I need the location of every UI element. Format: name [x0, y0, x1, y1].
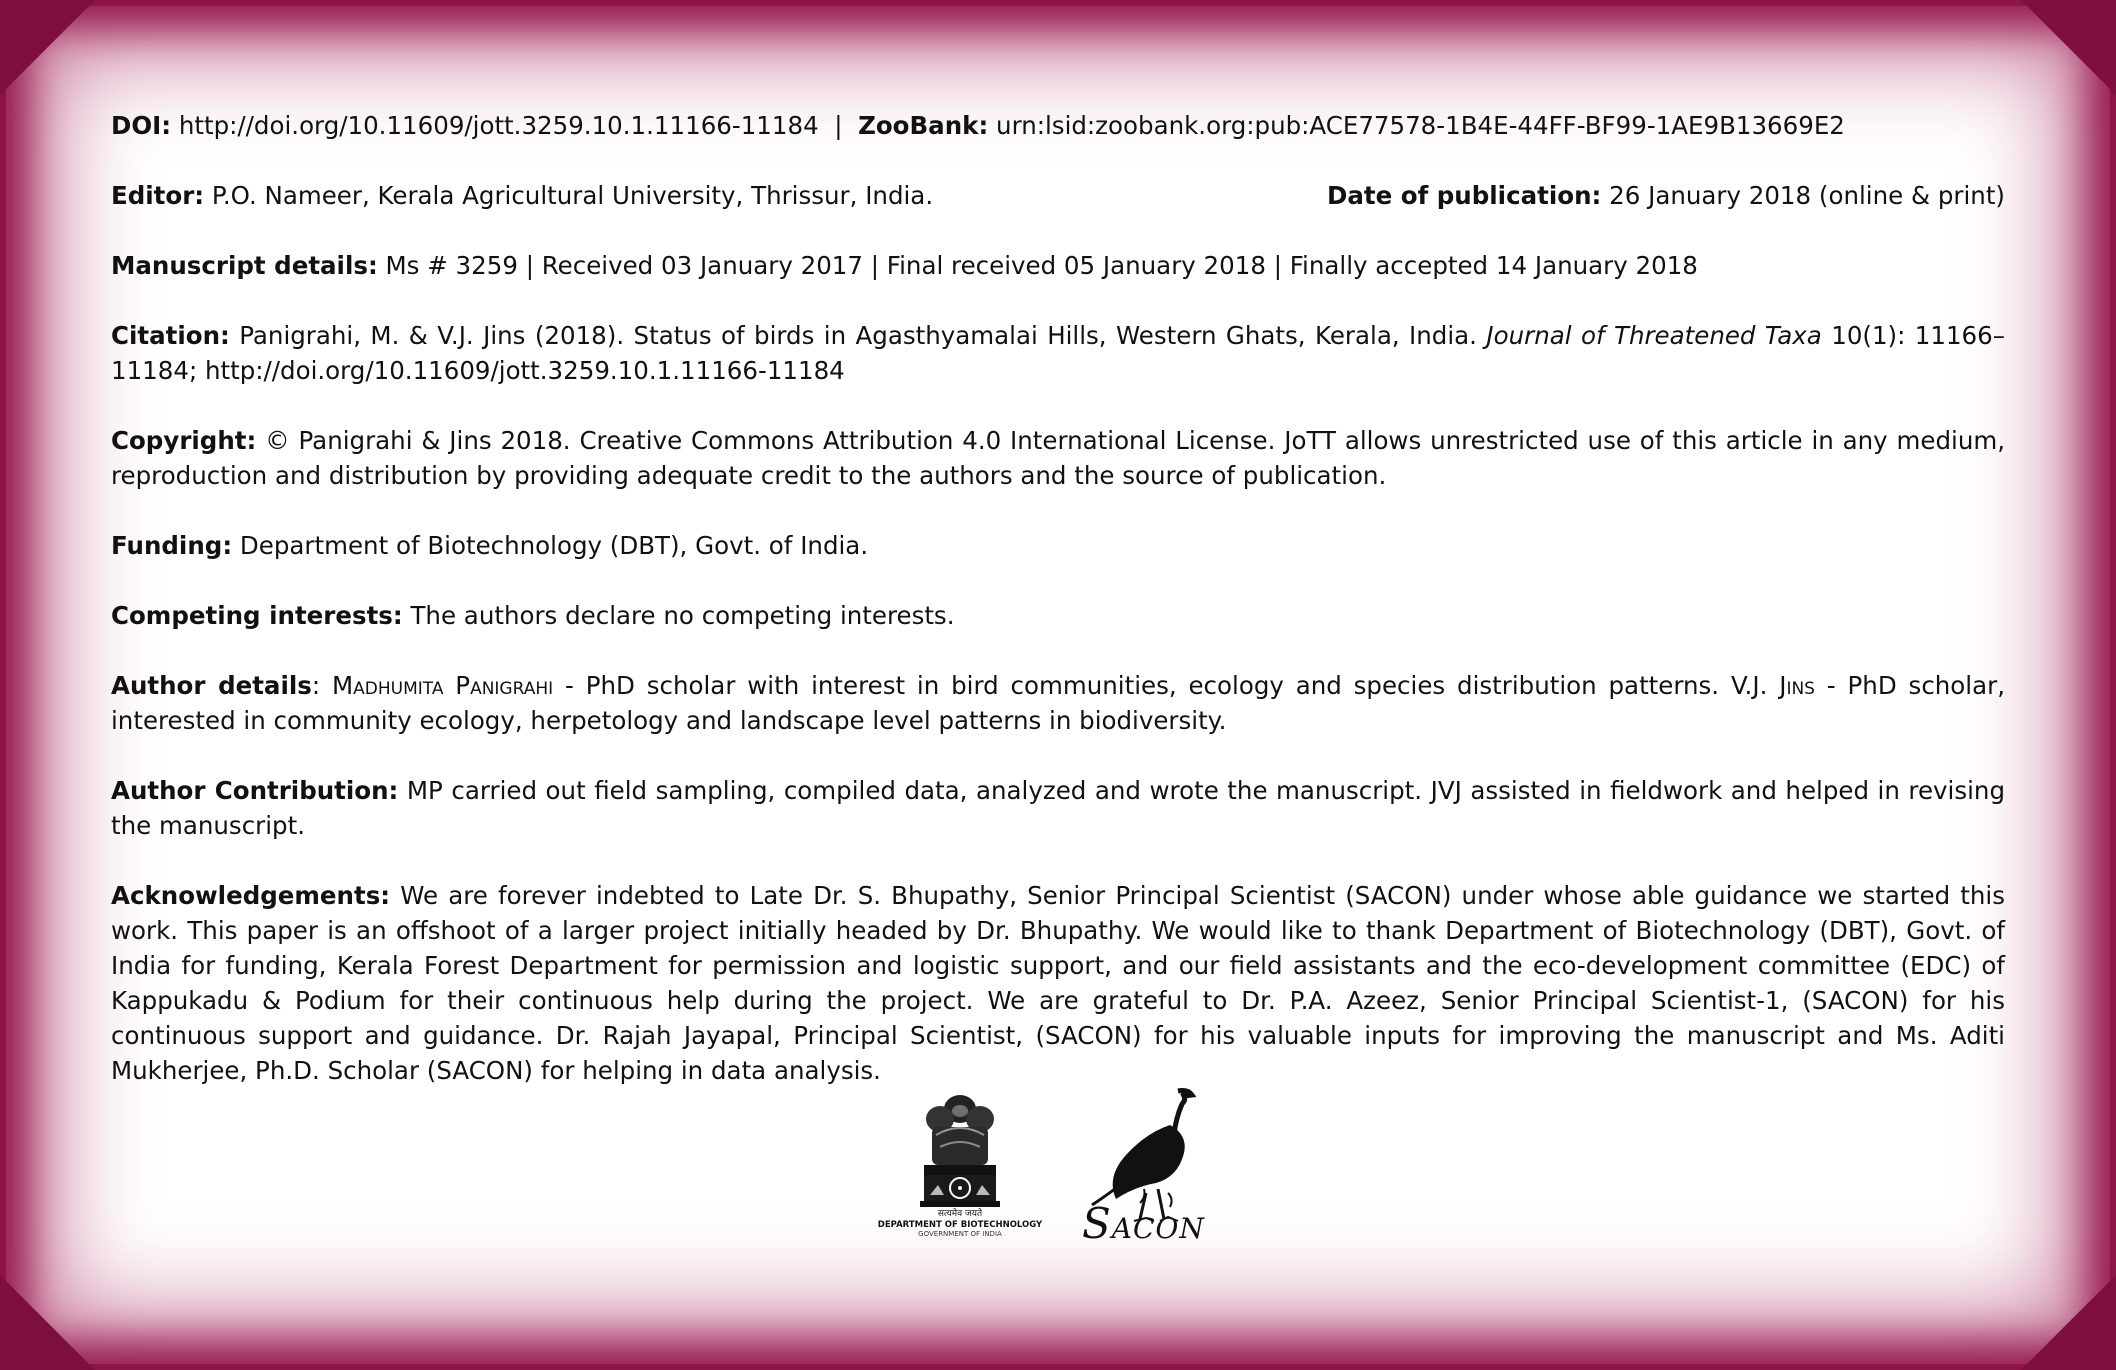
acknowledgements-value: We are forever indebted to Late Dr. S. Bhupathy, Senior Principal Scientist (SACON) under whose able guidance we started this work. This paper is an offshoot of a larger project initially headed by Dr. Bhupathy. We would like to thank Department of Biotechnology (DBT), Govt. of India for funding, Kerala Forest Department for permission and logistic support, and our field assistants and the eco-development committee (EDC) of Kappukadu & Podium for their continuous help during the project. We are grateful to Dr. P.A. Azeez, Senior Principal Scientist-1, (SACON) for his continuous support and guidance. Dr. Rajah Jayapal, Principal Scientist, (SACON) for his valuable inputs for improving the manuscript and Ms. Aditi Mukherjee, Ph.D. Scholar (SACON) for helping in data analysis.	[111, 881, 2005, 1085]
funding-value: Department of Biotechnology (DBT), Govt. of India.	[239, 531, 869, 560]
article-details	[111, 108, 2005, 1123]
dbt-government: GOVERNMENT OF INDIA	[918, 1230, 1002, 1238]
sacon-logo	[1080, 1085, 1210, 1260]
author2-text: - PhD scholar, interested in community ecology, herpetology and landscape level patterns in biodiversity.	[111, 671, 2005, 735]
frame-corner-top-left	[0, 0, 95, 95]
citation-label: Citation:	[111, 321, 230, 350]
doi-line	[111, 108, 2005, 143]
funder-logos	[860, 1085, 1260, 1255]
citation-journal: Journal of Threatened Taxa	[1486, 321, 1822, 350]
editor-value: P.O. Nameer, Kerala Agricultural University, Thrissur, India.	[211, 181, 934, 210]
frame-corner-bottom-left	[0, 1275, 95, 1370]
dbt-name: DEPARTMENT OF BIOTECHNOLOGY	[877, 1220, 1043, 1230]
author-details-colon: :	[311, 671, 321, 700]
citation	[111, 318, 2005, 388]
national-emblem-icon	[910, 1091, 1010, 1209]
publication-date-label: Date of publication:	[1327, 181, 1602, 210]
frame-corner-bottom-right	[2021, 1275, 2116, 1370]
manuscript-details	[111, 248, 2005, 283]
contribution-value: MP carried out field sampling, compiled data, analyzed and wrote the manuscript. JVJ assisted in fieldwork and helped in revising the manuscript.	[111, 776, 2005, 840]
dbt-logo	[870, 1091, 1050, 1251]
sacon-wordmark	[1082, 1199, 1205, 1248]
copyright-label: Copyright:	[111, 426, 257, 455]
author-contribution	[111, 773, 2005, 843]
doi-link[interactable]: http://doi.org/10.11609/jott.3259.10.1.11166-11184	[178, 111, 819, 140]
editor-block	[111, 178, 933, 213]
author-details	[111, 668, 2005, 738]
zoobank-label: ZooBank:	[858, 111, 989, 140]
author1-name: Madhumita Panigrahi	[331, 671, 554, 700]
funding-label: Funding:	[111, 531, 233, 560]
publication-date-block	[1327, 178, 2005, 213]
competing-value: The authors declare no competing interests.	[410, 601, 955, 630]
copyright-value: © Panigrahi & Jins 2018. Creative Commons Attribution 4.0 International License. JoTT allows unrestricted use of this article in any medium, reproduction and distribution by providing adequate credit to the authors and the source of publication.	[111, 426, 2005, 490]
publication-date-value: 26 January 2018 (online & print)	[1609, 181, 2005, 210]
author1-text: - PhD scholar with interest in bird communities, ecology and species distribution patterns.	[565, 671, 1720, 700]
editor-line	[111, 178, 2005, 213]
competing-interests	[111, 598, 2005, 633]
dbt-motto: सत्यमेव जयते	[937, 1209, 983, 1219]
author-details-label: Author details	[111, 671, 312, 700]
doi-separator: |	[834, 111, 843, 140]
contribution-label: Author Contribution:	[111, 776, 399, 805]
copyright	[111, 423, 2005, 493]
zoobank-id[interactable]: urn:lsid:zoobank.org:pub:ACE77578-1B4E-44FF-BF99-1AE9B13669E2	[996, 111, 1845, 140]
sacon-rest: ACON	[1111, 1212, 1205, 1245]
citation-link[interactable]: 10(1): 11166–11184; http://doi.org/10.11609/jott.3259.10.1.11166-11184	[111, 321, 2005, 385]
acknowledgements-label: Acknowledgements:	[111, 881, 391, 910]
citation-text: Panigrahi, M. & V.J. Jins (2018). Status of birds in Agasthyamalai Hills, Western Ghats, Kerala, India.	[239, 321, 1477, 350]
manuscript-label: Manuscript details:	[111, 251, 378, 280]
competing-label: Competing interests:	[111, 601, 403, 630]
acknowledgements	[111, 878, 2005, 1088]
author2-name: V.J. Jins	[1730, 671, 1815, 700]
doi-label: DOI:	[111, 111, 172, 140]
sacon-initial: S	[1082, 1199, 1112, 1248]
manuscript-value: Ms # 3259 | Received 03 January 2017 | Final received 05 January 2018 | Finally accepted 14 January 2018	[385, 251, 1698, 280]
editor-label: Editor:	[111, 181, 205, 210]
frame-corner-top-right	[2021, 0, 2116, 95]
funding	[111, 528, 2005, 563]
